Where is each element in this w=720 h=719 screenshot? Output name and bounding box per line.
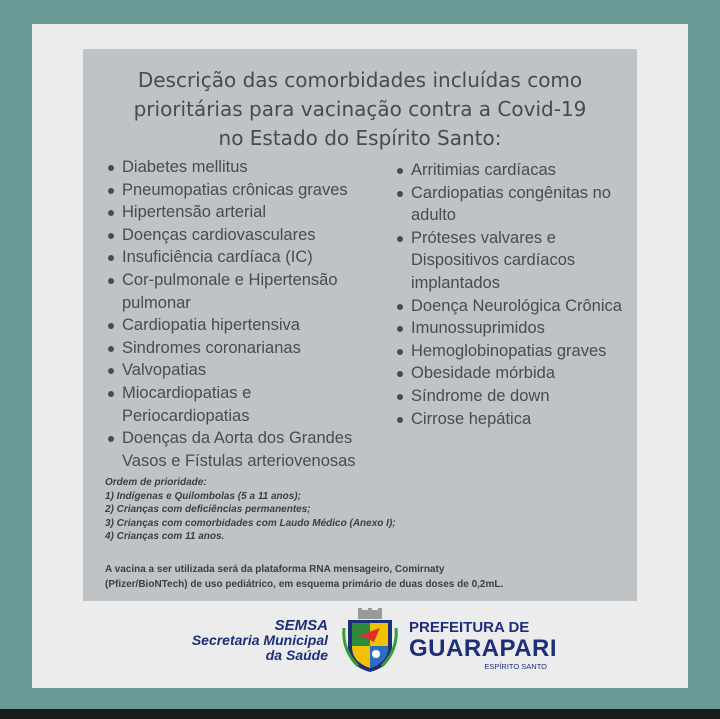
comorbidity-item (397, 317, 633, 340)
comorbidity-text: Sindromes coronarianas (122, 338, 301, 357)
comorbidity-item (108, 314, 378, 337)
priority-item: 3) Crianças com comorbidades com Laudo Médico (Anexo I); (105, 517, 396, 529)
comorbidity-text: implantados (411, 273, 500, 292)
comorbidity-text: Hipertensão arterial (122, 203, 266, 222)
comorbidity-text: Periocardiopatias (122, 406, 250, 425)
priority-heading: Ordem de prioridade: (105, 477, 207, 488)
title-line-1: Descrição das comorbidades incluídas como (137, 68, 583, 92)
comorbidity-text: Hemoglobinopatias graves (411, 341, 607, 360)
prefeitura-line-1: PREFEITURA DE (409, 619, 530, 636)
city-crest-icon (340, 608, 400, 674)
comorbidity-item (108, 224, 378, 247)
title-line-3: no Estado do Espírito Santo: (218, 126, 502, 150)
semsa-acronym: SEMSA (274, 617, 328, 634)
semsa-logo-text (160, 618, 328, 663)
priority-item: 1) Indígenas e Quilombolas (5 a 11 anos); (105, 490, 301, 502)
comorbidity-item (108, 246, 378, 269)
comorbidity-item (397, 408, 633, 431)
comorbidity-text: Próteses valvares e (411, 228, 556, 247)
comorbidity-text: Valvopatias (122, 361, 207, 380)
comorbidity-text: Doença Neurológica Crônica (411, 296, 622, 315)
comorbidity-text: Doenças da Aorta dos Grandes (122, 429, 353, 448)
comorbidity-item (108, 359, 378, 382)
comorbidity-text: Cor-pulmonale e Hipertensão (122, 270, 338, 289)
comorbidity-item (108, 201, 378, 224)
comorbidity-list-right (397, 159, 633, 430)
prefeitura-line-3: ESPÍRITO SANTO (484, 662, 547, 671)
comorbidity-text: Miocardiopatias e (122, 383, 252, 402)
comorbidity-item (108, 269, 378, 314)
prefeitura-logo-text (409, 619, 559, 672)
comorbidity-text: Cardiopatia hipertensiva (122, 316, 300, 335)
comorbidity-text: Vasos e Fístulas arteriovenosas (122, 451, 356, 470)
comorbidity-text: Pneumopatias crônicas graves (122, 180, 348, 199)
comorbidity-item (397, 159, 633, 182)
prefeitura-line-2: GUARAPARI (409, 635, 558, 662)
comorbidity-item (397, 182, 633, 227)
semsa-line-2: da Saúde (265, 647, 328, 663)
comorbidity-text: Doenças cardiovasculares (122, 225, 316, 244)
title-line-2: prioritárias para vacinação contra a Covid-19 (133, 97, 587, 121)
comorbidity-item (108, 382, 378, 427)
comorbidity-text: Diabetes mellitus (122, 158, 248, 176)
comorbidity-item (397, 385, 633, 408)
comorbidity-text: adulto (411, 206, 456, 225)
comorbidity-text: Imunossuprimidos (411, 319, 545, 338)
comorbidity-text: Síndrome de down (411, 386, 550, 405)
comorbidity-text: Dispositivos cardíacos (411, 251, 576, 270)
comorbidity-item (108, 427, 378, 472)
comorbidity-text: Cirrose hepática (411, 409, 532, 428)
comorbidity-list-left (108, 156, 378, 472)
comorbidity-item (397, 362, 633, 385)
comorbidity-item (108, 337, 378, 360)
comorbidity-item (108, 179, 378, 202)
page-title (83, 66, 637, 153)
vaccine-note-line-2: (Pfizer/BioNTech) de uso pediátrico, em esquema primário de duas doses de 0,2mL. (105, 579, 504, 590)
semsa-line-1: Secretaria Municipal (191, 632, 328, 648)
bottom-strip (0, 709, 720, 719)
comorbidity-item (397, 295, 633, 318)
comorbidity-text: pulmonar (122, 293, 191, 312)
comorbidity-text: Insuficiência cardíaca (IC) (122, 248, 313, 267)
priority-item: 4) Crianças com 11 anos. (105, 531, 225, 542)
priority-order (105, 476, 625, 544)
comorbidity-text: Cardiopatias congênitas no (411, 183, 611, 202)
comorbidity-item (108, 156, 378, 179)
vaccine-note-line-1: A vacina a ser utilizada será da plataforma RNA mensageiro, Comirnaty (105, 564, 445, 575)
priority-item: 2) Crianças com deficiências permanentes; (105, 504, 311, 515)
comorbidity-text: Arritimias cardíacas (411, 161, 556, 179)
vaccine-note (105, 562, 625, 592)
comorbidity-item (397, 227, 633, 295)
comorbidity-text: Obesidade mórbida (411, 364, 556, 383)
comorbidity-item (397, 340, 633, 363)
